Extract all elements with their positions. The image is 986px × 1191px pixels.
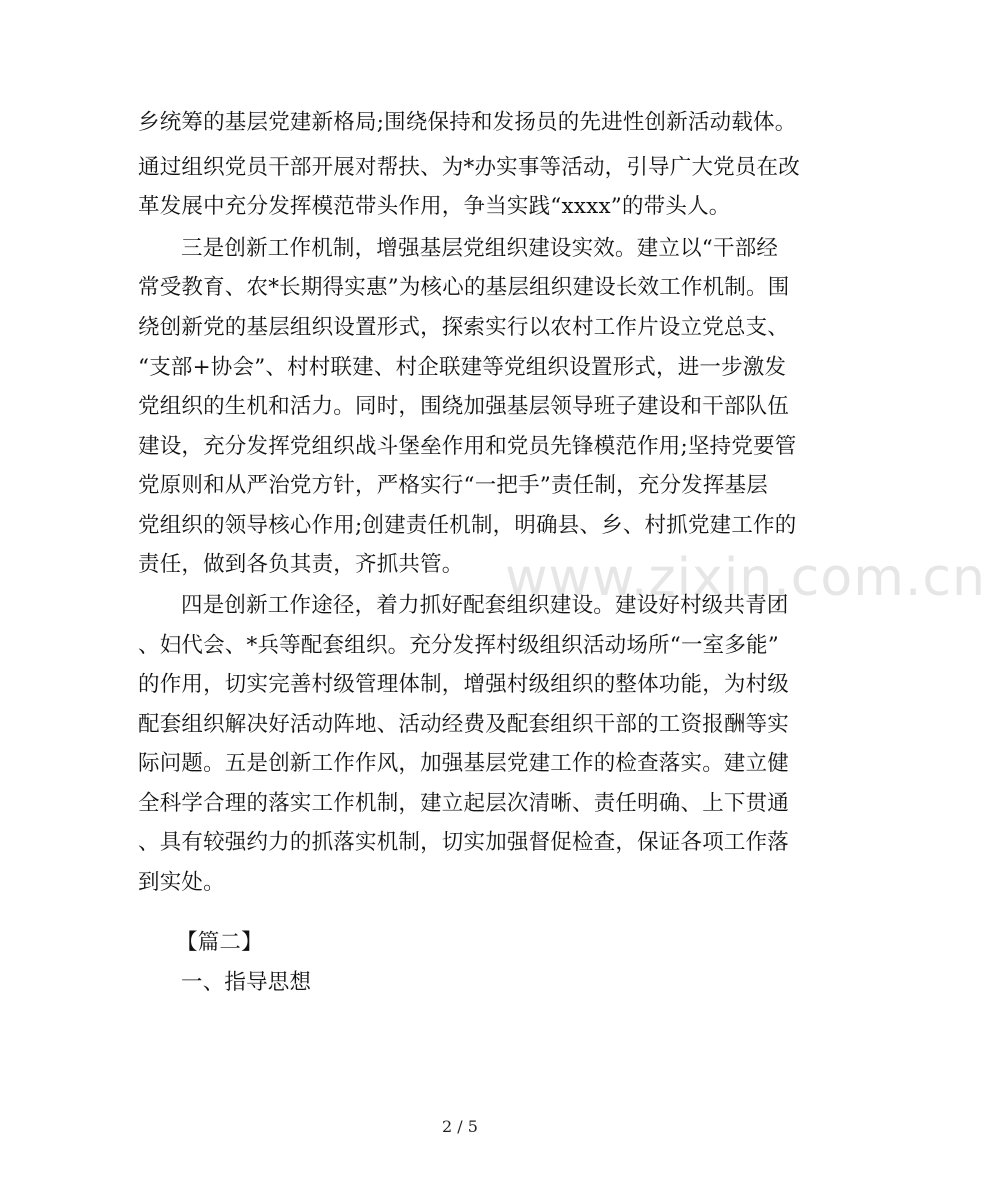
text-line: 、具有较强约力的抓落实机制，切实加强督促检查，保证各项工作落	[138, 830, 790, 855]
text-line: “支部+协会”、村村联建、村企联建等党组织设置形式，进一步激发	[138, 355, 787, 380]
text-line: 党原则和从严治党方针，严格实行“一把手”责任制，充分发挥基层	[138, 473, 768, 498]
text-line: 、妇代会、*兵等配套组织。充分发挥村级组织活动场所“一室多能”	[138, 633, 779, 658]
page-number: 2 / 5	[442, 1117, 478, 1136]
paragraph-start-line: 三是创新工作机制，增强基层党组织建设实效。建立以“干部经	[181, 236, 779, 261]
text-line: 到实处。	[138, 870, 225, 895]
text-line: 的作用，切实完善村级管理体制，增强村级组织的整体功能，为村级	[138, 672, 790, 697]
text-line: 建设，充分发挥党组织战斗堡垒作用和党员先锋模范作用;坚持党要管	[138, 434, 797, 459]
text-line: 党组织的生机和活力。同时，围绕加强基层领导班子建设和干部队伍	[138, 394, 790, 419]
text-line: 责任，做到各负其责，齐抓共管。	[138, 552, 464, 577]
text-line: 通过组织党员干部开展对帮扶、为*办实事等活动，引导广大党员在改	[138, 155, 800, 180]
text-line: 全科学合理的落实工作机制，建立起层次清晰、责任明确、上下贯通	[138, 791, 790, 816]
watermark: www.zixin.com.cn	[505, 548, 986, 608]
text-line: 常受教育、农*长期得实惠”为核心的基层组织建设长效工作机制。围	[138, 275, 790, 300]
text-line: 革发展中充分发挥模范带头作用，争当实践“xxxx”的带头人。	[138, 194, 731, 219]
text-line: 党组织的领导核心作用;创建责任机制，明确县、乡、村抓党建工作的	[138, 513, 797, 538]
text-line: 绕创新党的基层组织设置形式，探索实行以农村工作片设立党总支、	[138, 315, 790, 340]
subsection-heading: 一、指导思想	[181, 970, 312, 995]
section-heading: 【篇二】	[176, 930, 263, 955]
text-line: 乡统筹的基层党建新格局;围绕保持和发扬员的先进性创新活动载体。	[138, 110, 797, 135]
paragraph-start-line: 四是创新工作途径，着力抓好配套组织建设。建设好村级共青团	[181, 593, 789, 618]
text-line: 配套组织解决好活动阵地、活动经费及配套组织干部的工资报酬等实	[138, 712, 790, 737]
text-line: 际问题。五是创新工作作风，加强基层党建工作的检查落实。建立健	[138, 751, 790, 776]
